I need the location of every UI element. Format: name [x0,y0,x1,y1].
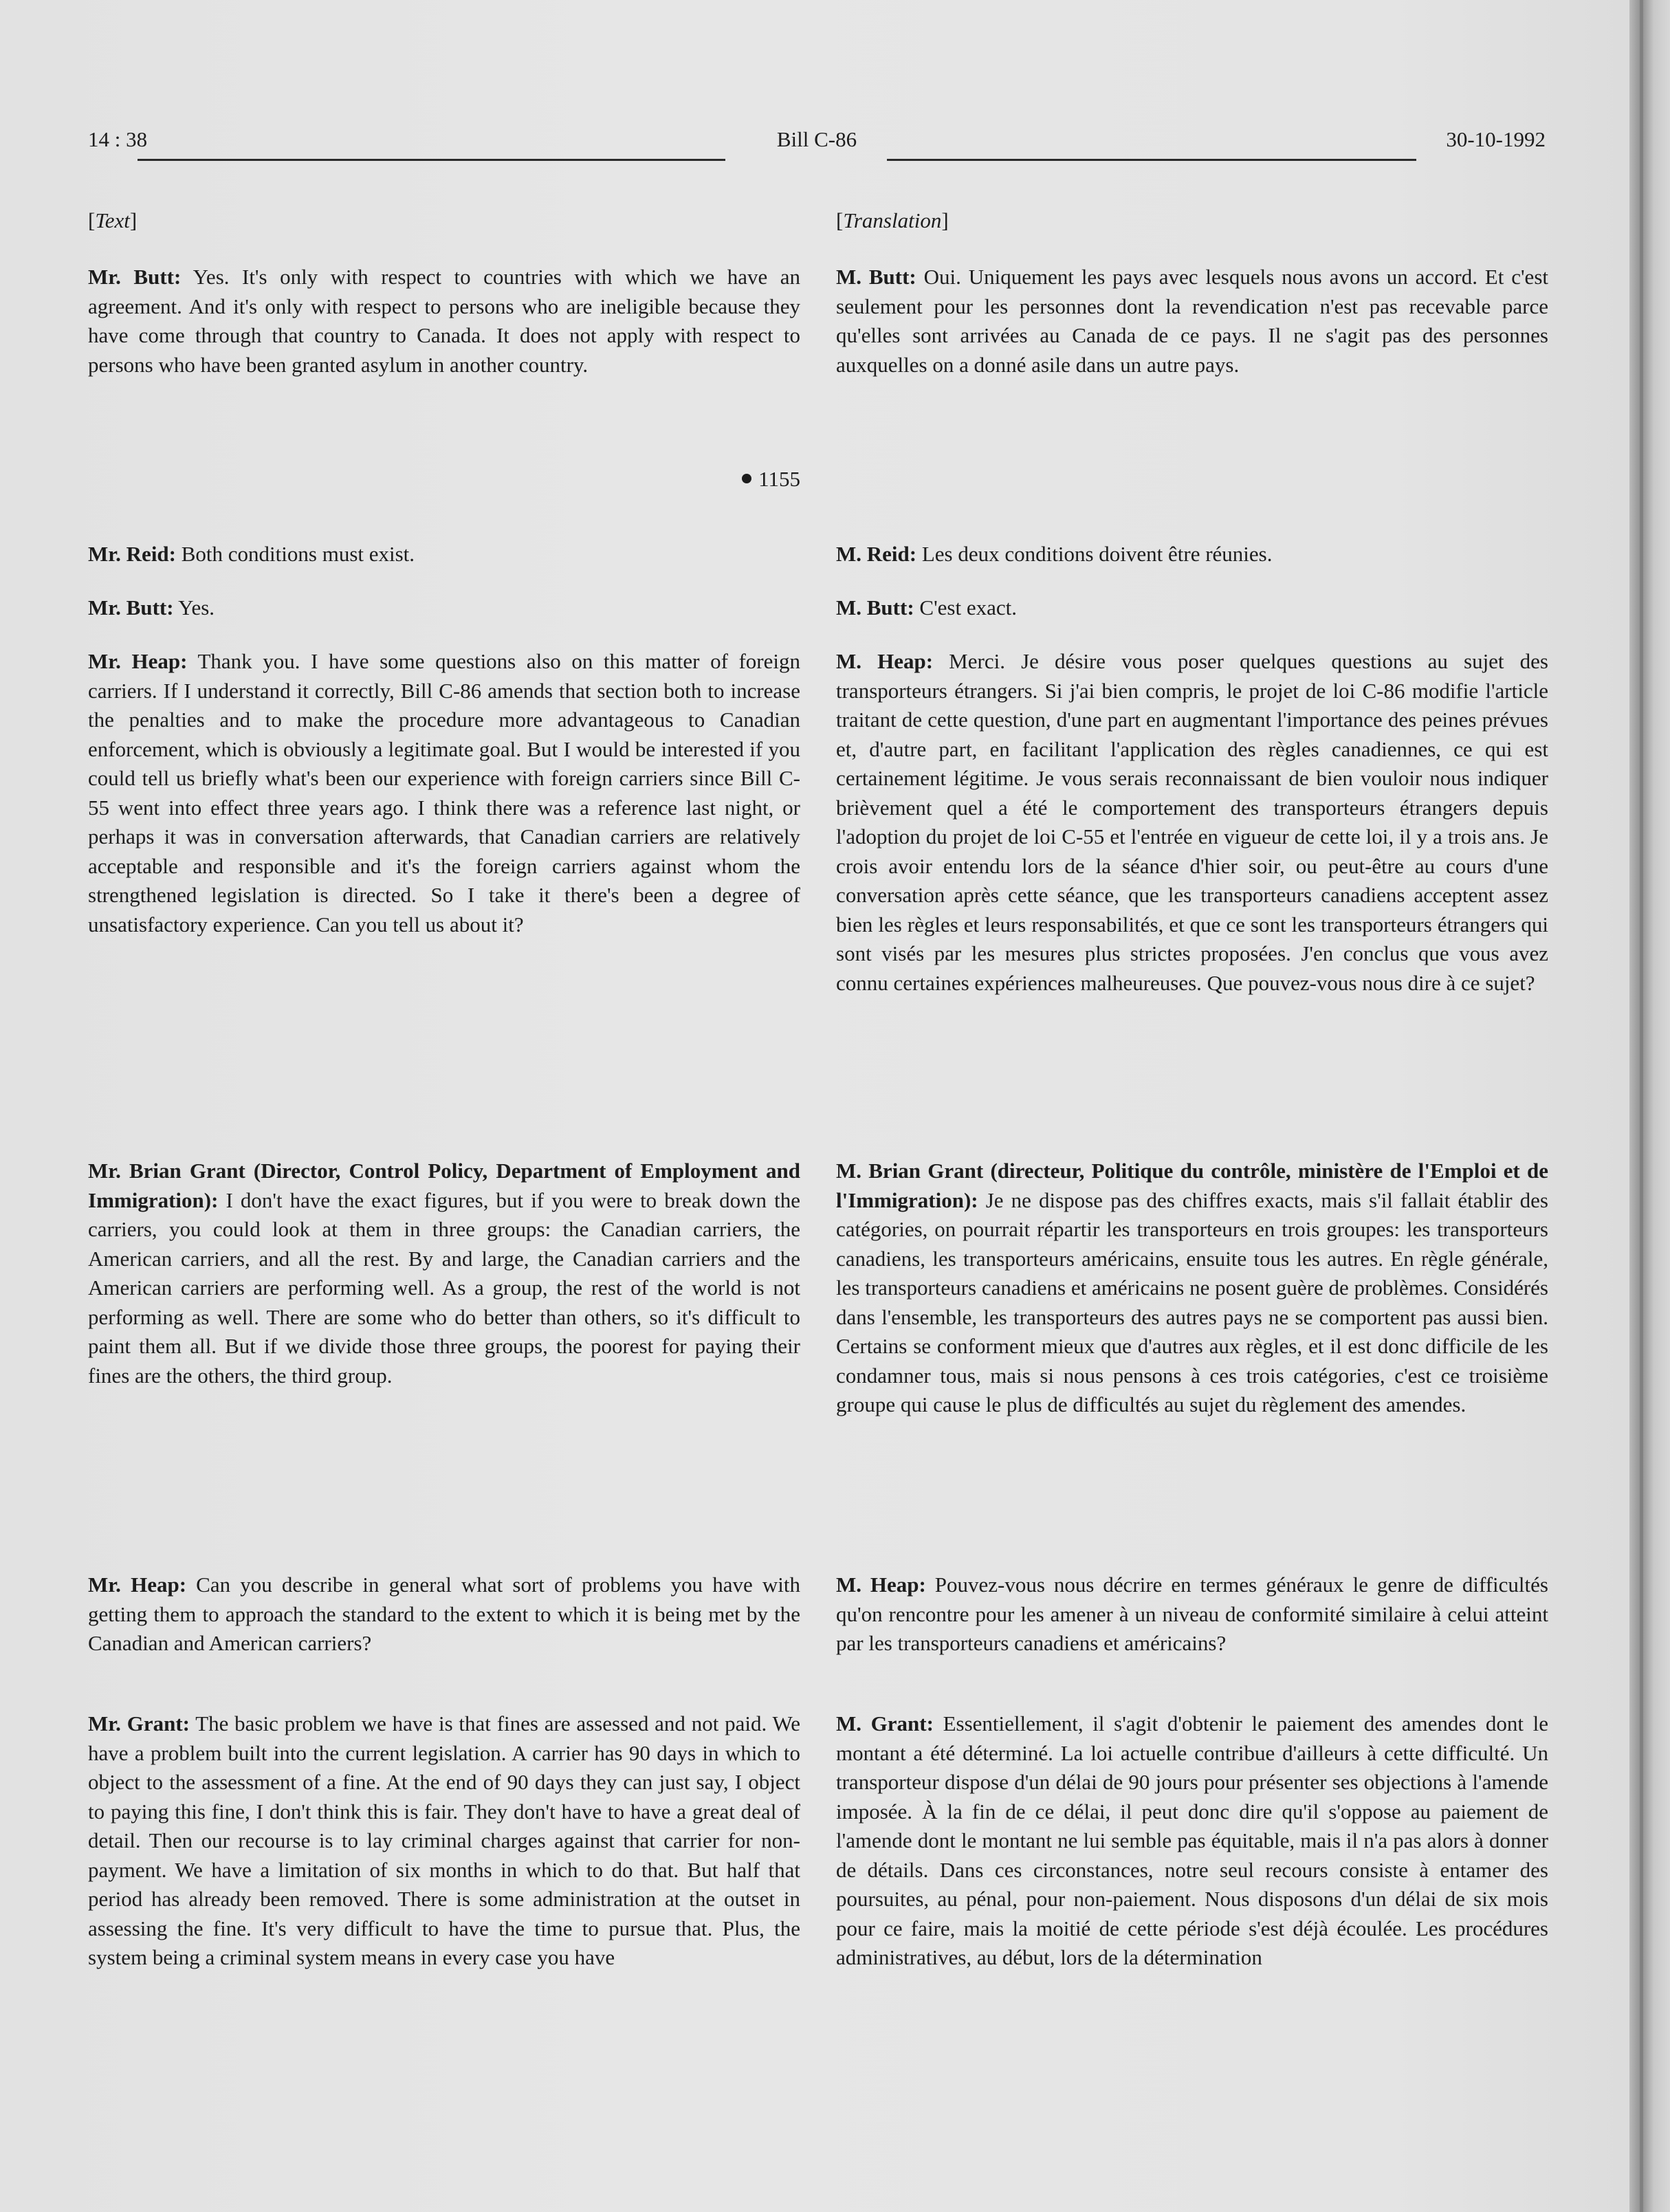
speaker-name: M. Heap: [836,649,934,673]
paragraph [836,593,1548,623]
speech-text: Pouvez-vous nous décrire en termes généraux le genre de difficultés qu'on rencontre pour les amener à un niveau de conformité similaire à celui atteint par les transporteurs canadiens et américains? [836,1573,1548,1655]
header-rule-left [138,159,725,161]
paragraph [836,263,1548,380]
speech-text: Essentiellement, il s'agit d'obtenir le paiement des amendes dont le montant a été déterminé. La loi actuelle contribue d'ailleurs à cette difficulté. Un transporteur dispose d'un délai de 90 jours pour présenter ses objections à l'amende imposée. À la fin de ce délai, il peut donc dire qu'il s'oppose au paiement de l'amende dont le montant ne lui semble pas équitable, mais il n'a pas alors à donner de détails. Dans ces circonstances, notre seul recours consiste à entamer des poursuites, au pénal, pour non-paiement. Nous disposons d'un délai de six mois pour ce faire, mais la moitié de cette période s'est déjà écoulée. Les procédures administratives, au début, lors de la détermination [836,1711,1548,1969]
page-edge [1629,0,1670,2212]
paragraph [836,1157,1548,1420]
page-edge-shadow [1640,0,1643,2212]
speech-text: Yes. It's only with respect to countries with which we have an agreement. And it's only with respect to persons who are ineligible because they have come through that country to Canada. It does not apply with respect to persons who have been granted asylum in another country. [88,265,801,377]
speech-text: Je ne dispose pas des chiffres exacts, mais s'il fallait établir des catégories, on pourrait répartir les transporteurs en trois groupes: les transporteurs canadiens, les transporteurs américains, ensuite tous les autres. En règle générale, les transporteurs canadiens et américains ne posent guère de problèmes. Considérés dans l'ensemble, les transporteurs des autres pays ne se comportent pas aussi bien. Certains se conforment mieux que d'autres aux règles, et il est donc difficile de les condamner tous, mais si nous pensons à ces trois catégories, c'est ce troisième groupe qui cause le plus de difficultés au sujet du règlement des amendes. [836,1187,1548,1416]
speech-text: Oui. Uniquement les pays avec lesquels nous avons un accord. Et c'est seulement pour les personnes dont la revendication n'est pas recevable parce qu'elles sont arrivées au Canada de ce pays. Il ne s'agit pas des personnes auxquelles on a donné asile dans un autre pays. [836,265,1548,377]
paragraph [88,1157,800,1390]
paragraph [88,540,800,569]
paragraph [88,1570,800,1658]
paragraph [836,540,1548,569]
header-rule-right [887,159,1416,161]
speech-text: I don't have the exact figures, but if you were to break down the carriers, you could look at them in three groups: the Canadian carriers, the American carriers, and all the rest. By and large, the Canadian carriers and the American carriers are performing well. As a group, the rest of the world is not performing as well. There are some who do better than others, so it's difficult to paint them all. But if we divide those three groups, the poorest for paying their fines are the others, the third group. [88,1187,800,1388]
speech-text: The basic problem we have is that fines are assessed and not paid. We have a problem built into the current legislation. A carrier has 90 days in which to object to the assessment of a fine. At the end of 90 days they can just say, I object to paying this fine, I don't think this is fair. They don't have to have a great deal of detail. Then our recourse is to lay criminal charges against that carrier for non-payment. We have a limitation of six months in which to do that. But half that period has already been removed. There is some administration at the outset in assessing the fine. It's very difficult to have the time to pursue that. Plus, the system being a criminal system means in every case you have [88,1711,800,1969]
speech-text: C'est exact. [914,595,1017,620]
speaker-name: Mr. Grant: [88,1711,190,1735]
bill-title: Bill C-86 [776,127,857,151]
section-label: [Text] [88,208,138,232]
paragraph [836,1709,1548,1973]
speech-text: Both conditions must exist. [176,542,415,566]
speaker-name: M. Reid: [836,542,917,566]
paragraph [836,647,1548,998]
speaker-name: M. Brian Grant (directeur, Politique du contrôle, ministère de l'Emploi et de l'Immigration): [836,1159,1548,1212]
speaker-name: M. Grant: [836,1711,934,1735]
bullet-icon [742,474,751,483]
speech-text: Can you describe in general what sort of problems you have with getting them to approach the standard to the extent to which it is being met by the Canadian and American carriers? [88,1573,800,1655]
speaker-name: Mr. Reid: [88,542,176,566]
paragraph [88,647,800,939]
speaker-name: Mr. Butt: [88,265,182,289]
speaker-name: Mr. Brian Grant (Director, Control Policy, Department of Employment and Immigration): [88,1159,800,1212]
page-number: 14 : 38 [88,127,148,151]
timestamp: 1155 [88,465,800,494]
speaker-name: M. Heap: [836,1573,926,1597]
speaker-name: M. Butt: [836,265,916,289]
speaker-name: Mr. Heap: [88,649,188,673]
header-date: 30-10-1992 [1446,127,1546,151]
paragraph [88,263,800,380]
paragraph [836,1570,1548,1658]
speech-text: Merci. Je désire vous poser quelques questions au sujet des transporteurs étrangers. Si j'ai bien compris, le projet de loi C-86 modifie l'article traitant de cette question, d'une part en augmentant l'importance des peines prévues et, d'autre part, en facilitant l'application des règles canadiennes, ce qui est certainement légitime. Je vous serais reconnaissant de bien vouloir nous indiquer brièvement quel a été le comportement des transporteurs étrangers depuis l'adoption du projet de loi C-55 et l'entrée en vigueur de cette loi, il y a trois ans. Je crois avoir entendu lors de la séance d'hier soir, ou peut-être au cours d'une conversation après cette séance, que les transporteurs canadiens acceptent assez bien les règles et leurs responsabilités, et que ce sont les transporteurs étrangers qui sont visés par les mesures plus strictes proposées. J'en conclus que vous avez connu certaines expériences malheureuses. Que pouvez-vous nous dire à ce sujet? [836,649,1548,995]
speaker-name: Mr. Butt: [88,595,174,620]
speech-text: Les deux conditions doivent être réunies. [916,542,1273,566]
speaker-name: M. Butt: [836,595,914,620]
speaker-name: Mr. Heap: [88,1573,187,1597]
paragraph [88,593,800,623]
running-header [88,127,1546,162]
speech-text: Yes. [173,595,215,620]
speech-text: Thank you. I have some questions also on this matter of foreign carriers. If I understand it correctly, Bill C-86 amends that section both to increase the penalties and to make the procedure more advantageous to Canadian enforcement, which is obviously a legitimate goal. But I would be interested if you could tell us briefly what's been our experience with foreign carriers since Bill C-55 went into effect three years ago. I think there was a reference last night, or perhaps it was in conversation afterwards, that Canadian carriers are relatively acceptable and responsible and it's the foreign carriers against whom the strengthened legislation is directed. So I take it there's been a degree of unsatisfactory experience. Can you tell us about it? [88,649,801,937]
section-label: [Translation] [836,208,949,232]
paragraph [88,1709,800,1973]
